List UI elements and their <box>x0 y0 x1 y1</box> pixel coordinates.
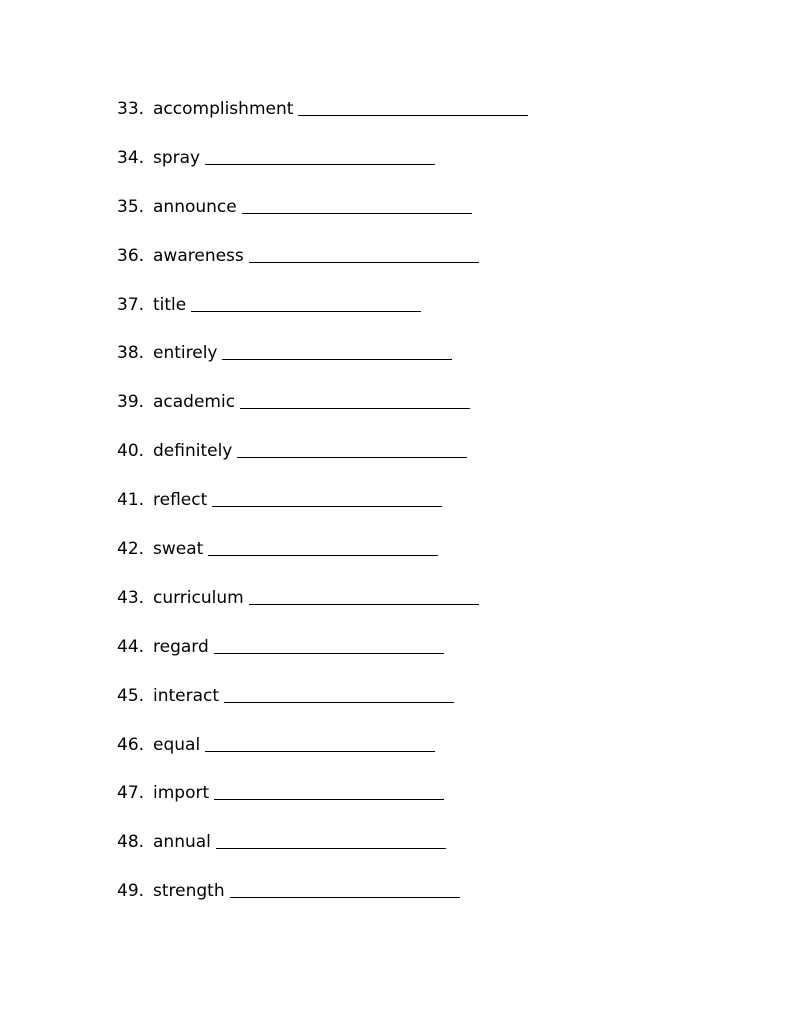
item-word: spray <box>153 147 201 168</box>
worksheet-item <box>117 632 757 681</box>
answer-blank[interactable] <box>212 505 442 507</box>
worksheet-item <box>117 192 757 241</box>
item-number: 43. <box>117 587 145 608</box>
item-word: curriculum <box>153 587 244 608</box>
worksheet-item <box>117 876 757 925</box>
answer-blank[interactable] <box>249 603 479 605</box>
answer-blank[interactable] <box>249 261 479 263</box>
item-word: sweat <box>153 539 204 560</box>
item-number: 34. <box>117 147 145 168</box>
worksheet-item <box>117 94 757 143</box>
item-word: accomplishment <box>153 99 294 119</box>
item-word: strength <box>153 881 225 902</box>
item-number: 42. <box>117 539 145 560</box>
item-word: equal <box>153 734 201 755</box>
item-word: import <box>153 783 210 804</box>
item-number: 36. <box>117 245 145 266</box>
worksheet-item <box>117 681 757 730</box>
item-number: 48. <box>117 832 145 853</box>
worksheet-item <box>117 436 757 485</box>
item-number: 41. <box>117 490 145 511</box>
worksheet-item <box>117 534 757 583</box>
answer-blank[interactable] <box>214 798 444 800</box>
answer-blank[interactable] <box>205 163 435 165</box>
item-word: annual <box>153 832 211 853</box>
worksheet-item <box>117 143 757 192</box>
item-number: 37. <box>117 294 145 315</box>
worksheet-item <box>117 241 757 290</box>
worksheet-item <box>117 387 757 436</box>
answer-blank[interactable] <box>237 456 467 458</box>
worksheet-item <box>117 290 757 339</box>
item-number: 40. <box>117 441 145 462</box>
answer-blank[interactable] <box>230 896 460 898</box>
worksheet-item <box>117 485 757 534</box>
item-number: 38. <box>117 343 145 364</box>
item-word: title <box>153 294 187 315</box>
worksheet-item <box>117 583 757 632</box>
answer-blank[interactable] <box>298 114 528 116</box>
item-word: entirely <box>153 343 218 364</box>
item-number: 47. <box>117 783 145 804</box>
item-word: awareness <box>153 245 244 266</box>
item-word: definitely <box>153 441 233 462</box>
item-word: interact <box>153 685 220 706</box>
answer-blank[interactable] <box>205 750 435 752</box>
answer-blank[interactable] <box>222 358 452 360</box>
item-word: regard <box>153 636 209 657</box>
item-word: announce <box>153 196 237 217</box>
item-word: reflect <box>153 490 208 511</box>
vocabulary-worksheet <box>117 94 757 925</box>
item-number: 45. <box>117 685 145 706</box>
item-number: 35. <box>117 196 145 217</box>
item-number: 46. <box>117 734 145 755</box>
worksheet-item <box>117 827 757 876</box>
answer-blank[interactable] <box>240 407 470 409</box>
item-number: 39. <box>117 392 145 413</box>
answer-blank[interactable] <box>214 652 444 654</box>
item-number: 44. <box>117 636 145 657</box>
item-number: 49. <box>117 881 145 902</box>
answer-blank[interactable] <box>208 554 438 556</box>
answer-blank[interactable] <box>224 701 454 703</box>
item-number: 33. <box>117 99 145 119</box>
worksheet-item <box>117 730 757 779</box>
worksheet-item <box>117 338 757 387</box>
answer-blank[interactable] <box>191 310 421 312</box>
answer-blank[interactable] <box>242 212 472 214</box>
worksheet-item <box>117 778 757 827</box>
answer-blank[interactable] <box>216 847 446 849</box>
item-word: academic <box>153 392 236 413</box>
